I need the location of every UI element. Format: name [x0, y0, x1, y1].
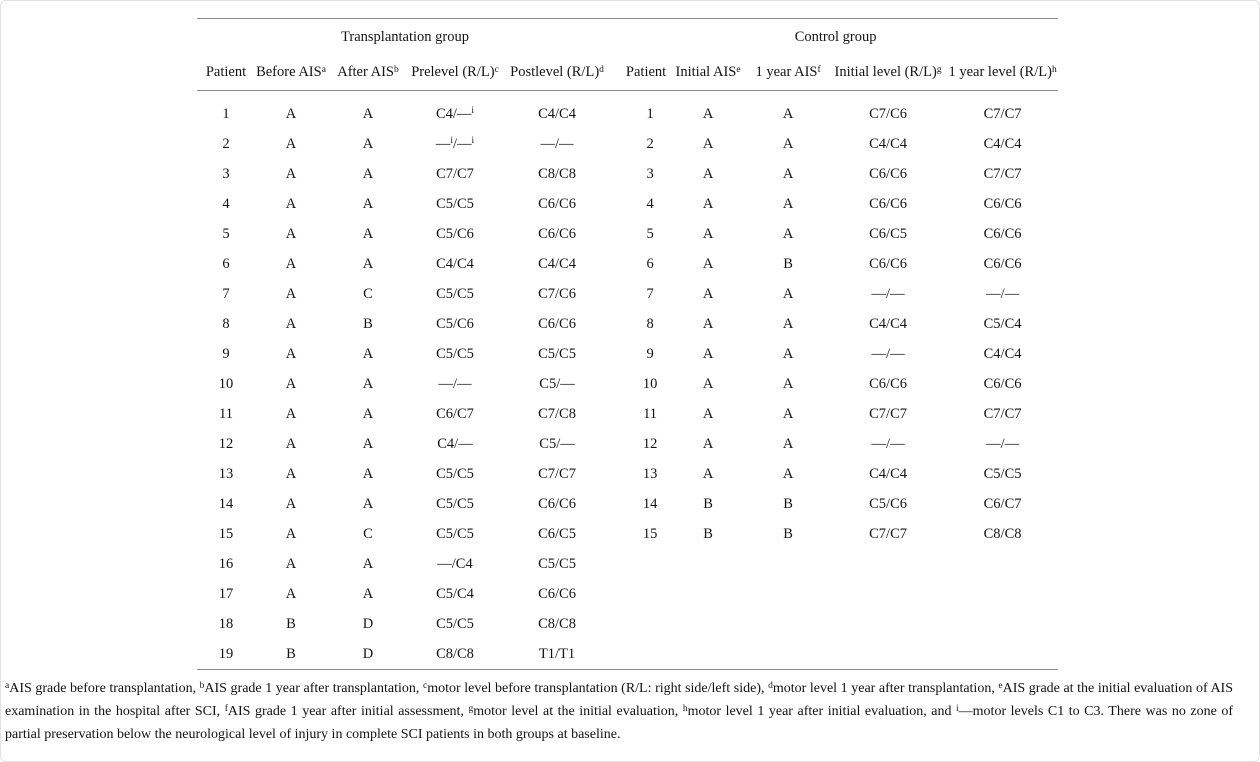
cell-postlevel: C7/C7 — [538, 465, 576, 482]
cell-postlevel: C7/C8 — [538, 405, 576, 422]
cell-postlevel: C5/C5 — [538, 555, 576, 572]
cell-initial-level: C4/C4 — [869, 465, 907, 482]
table-row — [197, 429, 1058, 459]
cell-year-ais: A — [782, 435, 794, 452]
cell-patient: 2 — [222, 135, 230, 152]
cell-before-ais: B — [286, 645, 296, 662]
cell-year-level: C4/C4 — [983, 135, 1022, 152]
cell-prelevel: C5/C6 — [436, 225, 474, 242]
cell-before-ais: A — [285, 135, 297, 152]
column-header-year-level: 1 year level $(R/L)^h$ — [947, 55, 1058, 91]
cell-initial-level: C7/C7 — [869, 525, 907, 542]
cell-after-ais: A — [362, 195, 374, 212]
cell-patient: 7 — [646, 285, 654, 302]
cell-initial-ais: A — [702, 285, 714, 302]
cell-patient: 11 — [643, 405, 658, 422]
column-header-initial-level: Initial level $(R/L)^g$ — [829, 55, 947, 91]
cell-year-level: C6/C7 — [983, 495, 1022, 512]
cell-postlevel: C6/C6 — [538, 495, 576, 512]
cell-after-ais: A — [362, 585, 374, 602]
cell-year-ais: A — [782, 135, 794, 152]
table-footnote: $^a$AIS grade before transplantation, $^b$AIS grade 1 year after transplantation, $^c$motor level before transplantation (R/L: right side/left side), $^d$motor level 1 year after transplantation, $^e$AIS grade at the initial evaluation of AIS examination in the hospital after SCI, $^f$AIS grade 1 year after initial assessment, $^g$motor level at the initial evaluation, $^h$motor level 1 year after initial evaluation, and $^i$—motor levels C1 to C3. There was no zone of partial preservation below the neurological level of injury in complete SCI patients in both groups at baseline. — [5, 680, 1233, 742]
cell-initial-ais: B — [703, 525, 713, 542]
cell-patient: 3 — [646, 165, 654, 182]
table-row — [197, 91, 1058, 130]
cell-after-ais: C — [363, 525, 373, 542]
cell-patient: 19 — [218, 645, 234, 662]
cell-initial-level: C6/C6 — [869, 195, 907, 212]
table-row — [197, 249, 1058, 279]
cell-year-ais — [747, 639, 829, 670]
cell-year-ais: B — [783, 525, 793, 542]
cell-year-level: —/— — [986, 285, 1020, 302]
cell-patient — [613, 639, 669, 670]
cell-year-ais: A — [782, 105, 794, 122]
cell-after-ais: A — [362, 225, 374, 242]
cell-before-ais: A — [285, 555, 297, 572]
cell-prelevel: —/— — [438, 375, 472, 392]
cell-year-ais — [747, 579, 829, 609]
cell-initial-ais: A — [702, 135, 714, 152]
cell-patient: 10 — [642, 375, 658, 392]
cell-initial-ais: A — [702, 465, 714, 482]
cell-initial-level: C6/C5 — [869, 225, 907, 242]
cell-initial-level: C4/C4 — [869, 315, 907, 332]
cell-postlevel: C4/C4 — [538, 255, 576, 272]
cell-patient: 12 — [218, 435, 234, 452]
cell-patient — [613, 579, 669, 609]
cell-initial-level: C6/C6 — [869, 165, 907, 182]
cell-postlevel: C6/C6 — [538, 225, 576, 242]
cell-prelevel: C8/C8 — [436, 645, 474, 662]
cell-patient: 11 — [219, 405, 233, 422]
table-row — [197, 489, 1058, 519]
cell-initial-level — [829, 609, 947, 639]
cell-postlevel: C6/C6 — [538, 195, 576, 212]
cell-initial-ais: A — [702, 345, 714, 362]
cell-initial-ais: B — [703, 495, 713, 512]
column-header-prelevel: Prelevel $(R/L)^c$ — [409, 55, 501, 91]
cell-before-ais: A — [285, 405, 297, 422]
cell-prelevel: —/C4 — [437, 555, 473, 572]
column-header-row — [197, 55, 1058, 91]
cell-patient: 12 — [642, 435, 658, 452]
cell-patient: 5 — [222, 225, 230, 242]
cell-prelevel: C5/C6 — [436, 315, 474, 332]
cell-initial-ais: A — [702, 435, 714, 452]
table-row — [197, 549, 1058, 579]
column-header-year-ais: 1 year AIS$^f$ — [747, 55, 829, 91]
cell-patient: 16 — [218, 555, 234, 572]
table-row — [197, 579, 1058, 609]
cell-before-ais: A — [285, 585, 297, 602]
cell-after-ais: A — [362, 255, 374, 272]
cell-before-ais: A — [285, 375, 297, 392]
cell-patient: 3 — [222, 165, 230, 182]
cell-patient: 1 — [646, 105, 654, 122]
cell-patient: 13 — [218, 465, 234, 482]
cell-after-ais: B — [363, 315, 373, 332]
table-row — [197, 309, 1058, 339]
cell-patient: 4 — [222, 195, 230, 212]
table-row — [197, 159, 1058, 189]
cell-patient: 15 — [218, 525, 234, 542]
cell-patient: 17 — [218, 585, 234, 602]
table-row — [197, 369, 1058, 399]
cell-prelevel: C5/C5 — [436, 615, 474, 632]
cell-before-ais: A — [285, 165, 297, 182]
cell-year-ais: A — [782, 285, 794, 302]
cell-year-level — [947, 549, 1058, 579]
cell-after-ais: D — [362, 615, 374, 632]
cell-initial-level: C6/C6 — [869, 255, 907, 272]
cell-year-level — [947, 639, 1058, 670]
group-header-control: Control group — [794, 28, 877, 45]
cell-year-ais: A — [782, 195, 794, 212]
cell-postlevel: C4/C4 — [538, 105, 576, 122]
cell-year-ais: A — [782, 405, 794, 422]
cell-patient — [613, 549, 669, 579]
cell-patient: 18 — [218, 615, 234, 632]
cell-patient: 10 — [218, 375, 234, 392]
cell-before-ais: A — [285, 435, 297, 452]
cell-patient: 15 — [642, 525, 658, 542]
cell-patient: 6 — [222, 255, 230, 272]
cell-prelevel: C5/C4 — [436, 585, 474, 602]
cell-year-level: C7/C7 — [983, 105, 1022, 122]
cell-after-ais: A — [362, 465, 374, 482]
cell-year-level — [947, 579, 1058, 609]
cell-initial-level: C7/C7 — [869, 405, 907, 422]
cell-patient: 14 — [642, 495, 658, 512]
cell-year-level: C6/C6 — [983, 255, 1022, 272]
cell-year-ais: A — [782, 315, 794, 332]
cell-postlevel: C5/C5 — [538, 345, 576, 362]
column-header-postlevel: Postlevel $(R/L)^d$ — [501, 55, 613, 91]
cell-postlevel: C7/C6 — [538, 285, 576, 302]
cell-postlevel: C8/C8 — [538, 165, 576, 182]
cell-postlevel: C5/— — [539, 435, 575, 452]
cell-initial-level — [829, 549, 947, 579]
cell-patient: 14 — [218, 495, 234, 512]
cell-after-ais: A — [362, 405, 374, 422]
patient-outcomes-table — [197, 18, 1058, 670]
cell-postlevel: C6/C6 — [538, 585, 576, 602]
cell-prelevel: —$^i$/—$^i$ — [435, 135, 475, 152]
cell-prelevel: C5/C5 — [436, 345, 474, 362]
cell-before-ais: A — [285, 465, 297, 482]
cell-patient: 1 — [222, 105, 230, 122]
cell-postlevel: C6/C6 — [538, 315, 576, 332]
cell-year-level: C4/C4 — [983, 345, 1022, 362]
cell-year-ais — [747, 609, 829, 639]
table-row — [197, 339, 1058, 369]
cell-prelevel: C5/C5 — [436, 495, 474, 512]
cell-before-ais: B — [286, 615, 296, 632]
cell-prelevel: C5/C5 — [436, 285, 474, 302]
cell-year-level: C6/C6 — [983, 375, 1022, 392]
cell-initial-ais — [669, 549, 747, 579]
table-row — [197, 639, 1058, 670]
table-row — [197, 219, 1058, 249]
cell-after-ais: A — [362, 135, 374, 152]
cell-year-ais: A — [782, 225, 794, 242]
cell-before-ais: A — [285, 345, 297, 362]
cell-year-ais: A — [782, 465, 794, 482]
cell-after-ais: A — [362, 555, 374, 572]
cell-patient: 2 — [646, 135, 654, 152]
cell-initial-ais — [669, 639, 747, 670]
cell-postlevel: T1/T1 — [538, 645, 576, 662]
table-row — [197, 279, 1058, 309]
cell-after-ais: A — [362, 345, 374, 362]
cell-before-ais: A — [285, 105, 297, 122]
column-header-initial-ais: Initial AIS$^e$ — [669, 55, 747, 91]
cell-year-level: C6/C6 — [983, 195, 1022, 212]
cell-patient: 9 — [646, 345, 654, 362]
cell-year-ais: B — [783, 495, 793, 512]
cell-year-level: C7/C7 — [983, 405, 1022, 422]
cell-year-level: —/— — [986, 435, 1020, 452]
cell-postlevel: C5/— — [539, 375, 575, 392]
cell-year-level — [947, 609, 1058, 639]
cell-after-ais: A — [362, 165, 374, 182]
cell-patient: 13 — [642, 465, 658, 482]
cell-before-ais: A — [285, 525, 297, 542]
table-row — [197, 519, 1058, 549]
cell-before-ais: A — [285, 315, 297, 332]
cell-initial-level: —/— — [871, 345, 905, 362]
cell-prelevel: C7/C7 — [436, 165, 474, 182]
column-header-patient: Patient — [197, 55, 255, 91]
table-body — [197, 91, 1058, 670]
group-header-transplantation: Transplantation group — [341, 28, 469, 45]
cell-prelevel: C5/C5 — [436, 525, 474, 542]
cell-before-ais: A — [285, 495, 297, 512]
cell-postlevel: C8/C8 — [538, 615, 576, 632]
cell-after-ais: A — [362, 435, 374, 452]
column-header-before-ais: Before AIS$^a$ — [255, 55, 327, 91]
cell-initial-ais: A — [702, 195, 714, 212]
cell-patient: 7 — [222, 285, 230, 302]
cell-year-ais: A — [782, 165, 794, 182]
cell-initial-level: —/— — [871, 285, 905, 302]
cell-prelevel: C4/— — [437, 435, 473, 452]
cell-after-ais: A — [362, 375, 374, 392]
cell-postlevel: C6/C5 — [538, 525, 576, 542]
cell-initial-level: C7/C6 — [869, 105, 907, 122]
cell-initial-ais: A — [702, 375, 714, 392]
cell-before-ais: A — [285, 195, 297, 212]
cell-after-ais: C — [363, 285, 373, 302]
cell-before-ais: A — [285, 255, 297, 272]
cell-initial-level — [829, 639, 947, 670]
cell-prelevel: C4/—$^i$ — [435, 105, 475, 122]
cell-year-level: C5/C5 — [983, 465, 1022, 482]
cell-prelevel: C5/C5 — [436, 465, 474, 482]
cell-prelevel: C6/C7 — [436, 405, 474, 422]
cell-initial-level: —/— — [871, 435, 905, 452]
cell-year-ais — [747, 549, 829, 579]
cell-before-ais: A — [285, 285, 297, 302]
cell-after-ais: A — [362, 105, 374, 122]
cell-before-ais: A — [285, 225, 297, 242]
cell-initial-ais: A — [702, 255, 714, 272]
cell-initial-level: C5/C6 — [869, 495, 907, 512]
cell-initial-ais: A — [702, 225, 714, 242]
cell-year-ais: A — [782, 345, 794, 362]
cell-initial-level: C6/C6 — [869, 375, 907, 392]
cell-year-ais: B — [783, 255, 793, 272]
column-header-after-ais: After AIS$^b$ — [327, 55, 409, 91]
table-row — [197, 189, 1058, 219]
cell-initial-level — [829, 579, 947, 609]
cell-patient: 8 — [222, 315, 230, 332]
cell-prelevel: C4/C4 — [436, 255, 474, 272]
cell-initial-ais — [669, 579, 747, 609]
cell-initial-level: C4/C4 — [869, 135, 907, 152]
cell-patient — [613, 609, 669, 639]
cell-patient: 8 — [646, 315, 654, 332]
cell-year-ais: A — [782, 375, 794, 392]
cell-initial-ais: A — [702, 165, 714, 182]
table-row — [197, 459, 1058, 489]
cell-after-ais: A — [362, 495, 374, 512]
cell-patient: 5 — [646, 225, 654, 242]
table-row — [197, 129, 1058, 159]
cell-initial-ais: A — [702, 105, 714, 122]
cell-patient: 6 — [646, 255, 654, 272]
cell-year-level: C8/C8 — [983, 525, 1022, 542]
group-header-row — [197, 19, 1058, 56]
cell-after-ais: D — [362, 645, 374, 662]
table-row — [197, 399, 1058, 429]
cell-patient: 9 — [222, 345, 230, 362]
cell-initial-ais: A — [702, 315, 714, 332]
cell-initial-ais — [669, 609, 747, 639]
cell-year-level: C7/C7 — [983, 165, 1022, 182]
cell-prelevel: C5/C5 — [436, 195, 474, 212]
cell-initial-ais: A — [702, 405, 714, 422]
column-header-patient: Patient — [613, 55, 669, 91]
cell-postlevel: —/— — [540, 135, 574, 152]
cell-patient: 4 — [646, 195, 654, 212]
cell-year-level: C6/C6 — [983, 225, 1022, 242]
cell-year-level: C5/C4 — [983, 315, 1022, 332]
table-row — [197, 609, 1058, 639]
